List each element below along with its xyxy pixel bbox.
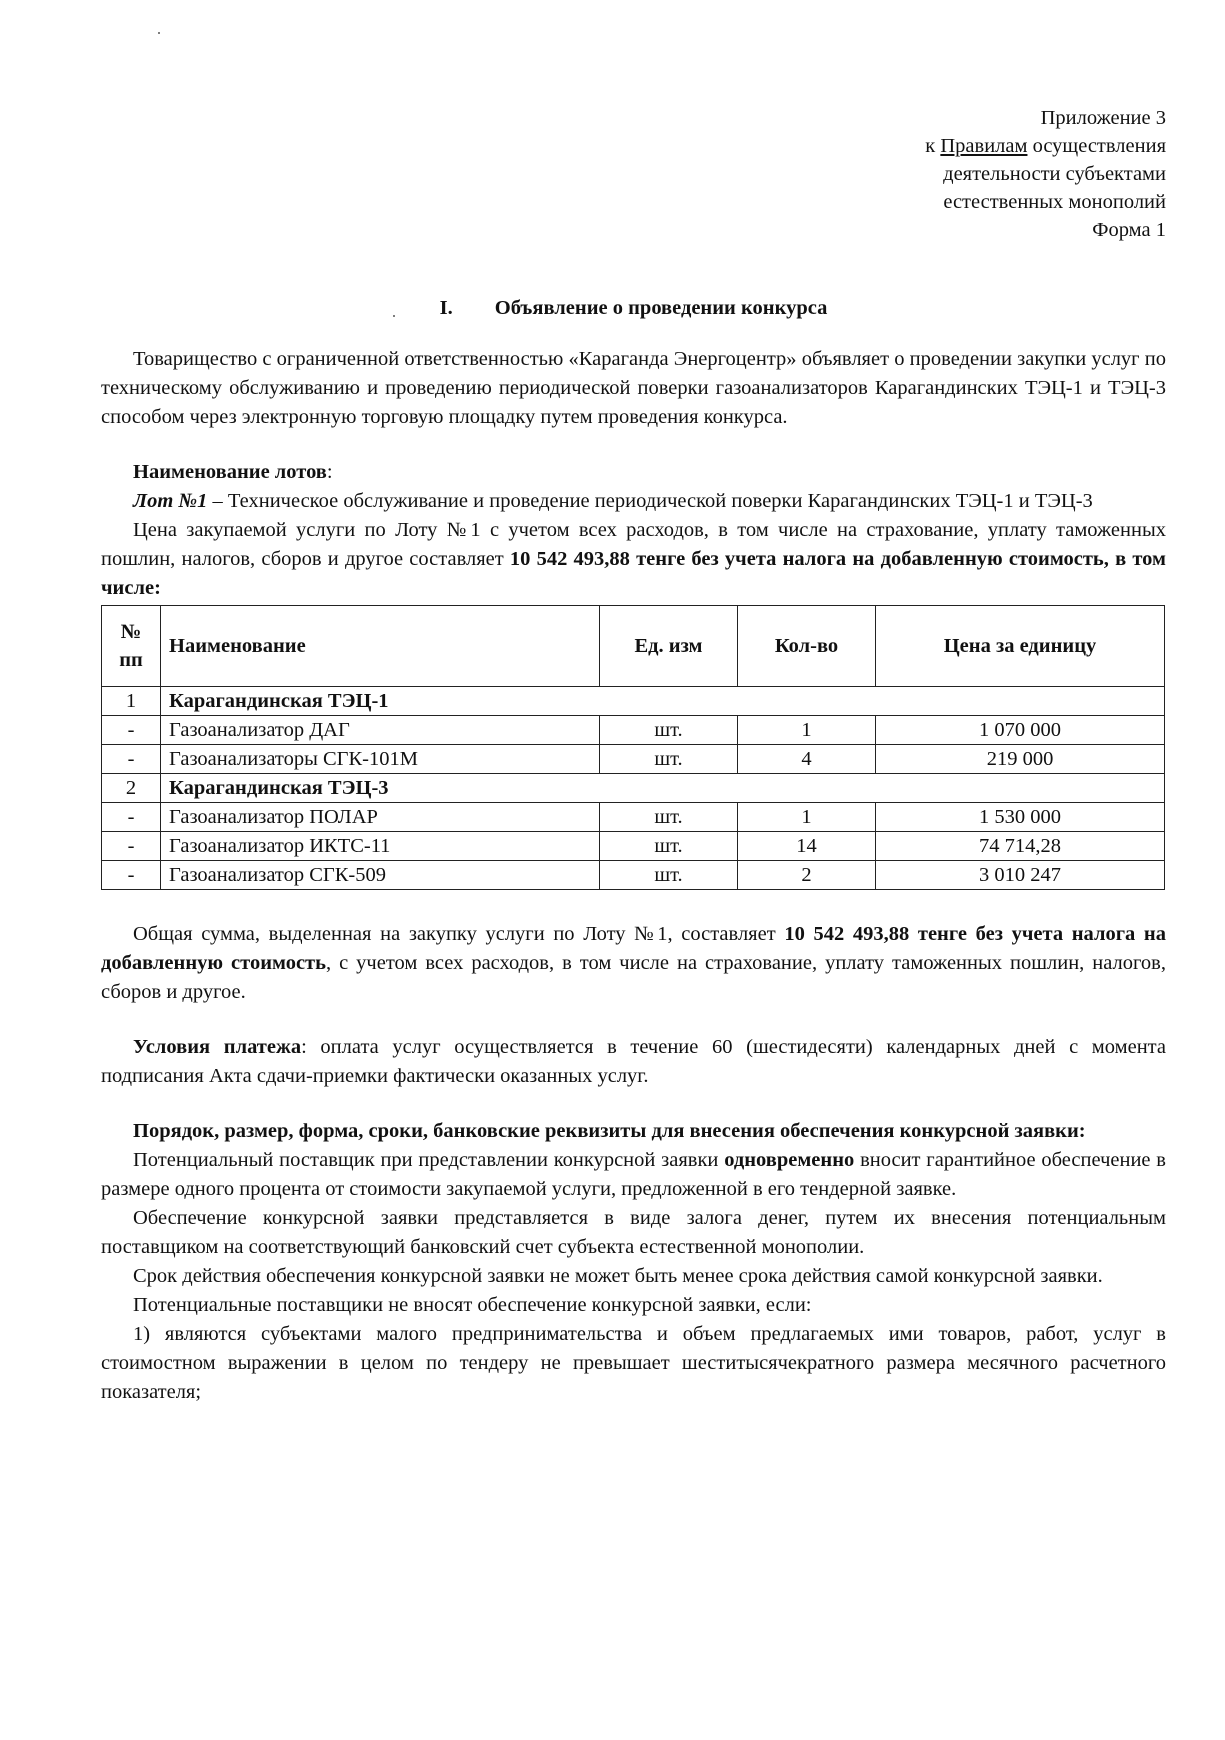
cell-price: 74 714,28	[876, 832, 1165, 861]
scan-speck	[158, 32, 160, 34]
cell-num: -	[102, 832, 161, 861]
section-number: I.	[439, 297, 453, 319]
cell-unit: шт.	[600, 745, 738, 774]
cell-name: Газоанализатор ПОЛАР	[161, 803, 600, 832]
table-row	[102, 803, 1165, 832]
lot-items-table	[101, 605, 1165, 890]
col-header-unit: Ед. изм	[600, 606, 738, 687]
cell-num: -	[102, 745, 161, 774]
cell-qty: 4	[738, 745, 876, 774]
cell-price: 219 000	[876, 745, 1165, 774]
security-paragraph: 1) являются субъектами малого предпринимательства и объем предлагаемых ими товаров, работ, услуг в стоимостном выражении в целом по тендеру не превышает шеститысячекратного размера месячного расчетного показателя;	[101, 1323, 1166, 1403]
table-row	[102, 716, 1165, 745]
lot-1-price: Цена закупаемой услуги по Лоту №1 с учетом всех расходов, в том числе на страхование, уплату таможенных пошлин, налогов, сборов и другое составляет 10 542 493,88 тенге без учета налога на добавленную стоимость, в том числе:	[101, 519, 1166, 599]
cell-qty: 1	[738, 803, 876, 832]
appendix-block	[101, 104, 1166, 244]
appendix-line: естественных монополий	[943, 191, 1166, 213]
cell-num: -	[102, 803, 161, 832]
security-paragraph: Потенциальный поставщик при представлении конкурсной заявки одновременно вносит гарантийное обеспечение в размере одного процента от стоимости закупаемой услуги, предложенной в его тендерной заявке.	[101, 1149, 1166, 1200]
appendix-line: к Правилам осуществления	[925, 135, 1166, 157]
group-number: 1	[102, 687, 161, 716]
group-number: 2	[102, 774, 161, 803]
total-paragraph: Общая сумма, выделенная на закупку услуги по Лоту №1, составляет 10 542 493,88 тенге без учета налога на добавленную стоимость, с учетом всех расходов, в том числе на страхование, уплату таможенных пошлин, налогов, сборов и другое.	[101, 923, 1166, 1003]
cell-price: 3 010 247	[876, 861, 1165, 890]
form-number: Форма 1	[1092, 219, 1166, 241]
appendix-line: Приложение 3	[1040, 107, 1166, 129]
cell-name: Газоанализатор СГК-509	[161, 861, 600, 890]
col-header-num: № пп	[102, 606, 161, 687]
section-heading	[101, 294, 1166, 323]
table-group-row	[102, 687, 1165, 716]
lot-1-title: Лот №1 – Техническое обслуживание и проведение периодической поверки Карагандинских ТЭЦ-1 и ТЭЦ-3	[133, 490, 1093, 512]
security-paragraph: Потенциальные поставщики не вносят обеспечение конкурсной заявки, если:	[133, 1294, 812, 1316]
cell-num: -	[102, 861, 161, 890]
intro-paragraph: Товарищество с ограниченной ответственностью «Караганда Энергоцентр» объявляет о проведении закупки услуг по техническому обслуживанию и проведению периодической поверки газоанализаторов Карагандинских ТЭЦ-1 и ТЭЦ-3 способом через электронную торговую площадку путем проведения конкурса.	[101, 348, 1166, 428]
group-name: Карагандинская ТЭЦ-3	[161, 774, 1165, 803]
table-header-row	[102, 606, 1165, 687]
table-row	[102, 745, 1165, 774]
security-paragraph: Срок действия обеспечения конкурсной заявки не может быть менее срока действия самой конкурсной заявки.	[133, 1265, 1103, 1287]
cell-unit: шт.	[600, 861, 738, 890]
cell-name: Газоанализаторы СГК-101М	[161, 745, 600, 774]
col-header-price: Цена за единицу	[876, 606, 1165, 687]
col-header-qty: Кол-во	[738, 606, 876, 687]
cell-qty: 2	[738, 861, 876, 890]
payment-terms: Условия платежа: оплата услуг осуществляется в течение 60 (шестидесяти) календарных дней с момента подписания Акта сдачи-приемки фактически оказанных услуг.	[101, 1036, 1166, 1087]
section-title: Объявление о проведении конкурса	[494, 297, 828, 319]
cell-price: 1 530 000	[876, 803, 1165, 832]
cell-num: -	[102, 716, 161, 745]
cell-qty: 1	[738, 716, 876, 745]
col-header-name: Наименование	[161, 606, 600, 687]
table-row	[102, 832, 1165, 861]
cell-unit: шт.	[600, 716, 738, 745]
security-paragraph: Обеспечение конкурсной заявки представляется в виде залога денег, путем их внесения потенциальным поставщиком на соответствующий банковский счет субъекта естественной монополии.	[101, 1207, 1166, 1258]
cell-name: Газоанализатор ИКТС-11	[161, 832, 600, 861]
table-group-row	[102, 774, 1165, 803]
cell-unit: шт.	[600, 832, 738, 861]
table-row	[102, 861, 1165, 890]
cell-qty: 14	[738, 832, 876, 861]
rules-link[interactable]: Правилам	[940, 135, 1028, 157]
cell-name: Газоанализатор ДАГ	[161, 716, 600, 745]
security-heading: Порядок, размер, форма, сроки, банковские реквизиты для внесения обеспечения конкурсной заявки:	[133, 1120, 1086, 1142]
appendix-line: деятельности субъектами	[943, 163, 1166, 185]
lots-heading: Наименование лотов:	[133, 461, 333, 483]
document-page	[101, 104, 1166, 1407]
group-name: Карагандинская ТЭЦ-1	[161, 687, 1165, 716]
cell-unit: шт.	[600, 803, 738, 832]
cell-price: 1 070 000	[876, 716, 1165, 745]
